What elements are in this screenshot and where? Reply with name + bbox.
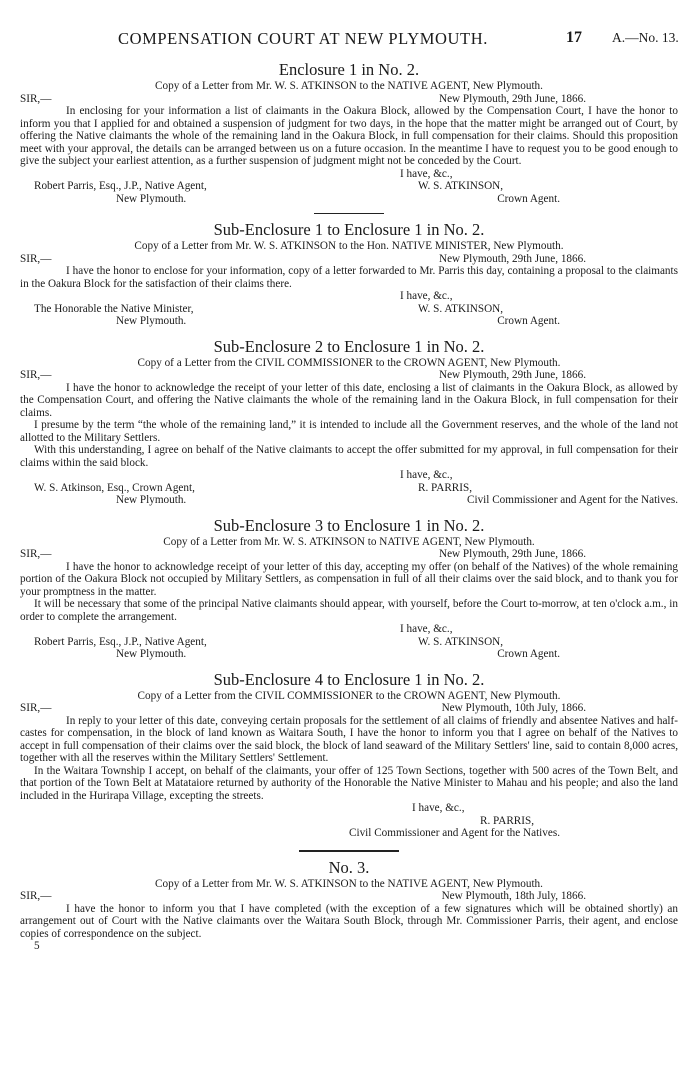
salutation: SIR,— — [20, 252, 52, 265]
letter-paragraph: I have the honor to enclose for your information, copy of a letter forwarded to Mr. Parris this day, containing a proposal to the claimants in the Oakura Block for the satisfaction of their claims there. — [20, 265, 678, 290]
closing: I have, &c., — [400, 167, 453, 180]
signer-title: Crown Agent. — [497, 648, 560, 660]
addressee-place: New Plymouth. — [116, 494, 187, 506]
addressee: The Honorable the Native Minister, — [34, 302, 194, 315]
signer-name: R. PARRIS, — [480, 814, 534, 827]
letter-paragraph: It will be necessary that some of the principal Native claimants should appear, with yourself, before the Court to-morrow, at ten o'clock a.m., in order to complete the arrangement. — [20, 598, 678, 623]
addressee: Robert Parris, Esq., J.P., Native Agent, — [34, 635, 207, 648]
signer-name: W. S. ATKINSON, — [418, 635, 504, 648]
letter-paragraph: I presume by the term “the whole of the remaining land,” it is intended to include all the Government reserves, and the whole of the land not allotted to the Military Settlers. — [20, 419, 678, 444]
addressee-place: New Plymouth. — [116, 648, 187, 660]
place-date: New Plymouth, 29th June, 1866. — [439, 548, 586, 560]
place-date: New Plymouth, 29th June, 1866. — [439, 369, 586, 381]
signer-title: Civil Commissioner and Agent for the Natives. — [467, 494, 678, 506]
signer-name: W. S. ATKINSON, — [418, 180, 504, 192]
addressee-place: New Plymouth. — [116, 192, 187, 205]
signer-title: Crown Agent. — [497, 192, 560, 205]
enclosure-1 — [20, 60, 678, 205]
running-title: COMPENSATION COURT AT NEW PLYMOUTH. — [118, 29, 488, 48]
copy-line: Copy of a Letter from Mr. W. S. ATKINSON to the NATIVE AGENT, New Plymouth. — [155, 80, 543, 92]
addressee: W. S. Atkinson, Esq., Crown Agent, — [34, 481, 195, 494]
closing: I have, &c., — [400, 623, 453, 635]
signer-title: Crown Agent. — [497, 315, 560, 327]
closing: I have, &c., — [412, 802, 465, 814]
letter-paragraph: In the Waitara Township I accept, on behalf of the claimants, your offer of 125 Town Sections, together with 500 acres of the Town Belt, and that portion of the Town Belt at Matataiore returned by authority of the Honorable the Native Minister to Mahau and his people; and also the land included in the Hurirapa Village, excepting the streets. — [20, 764, 678, 802]
section-divider — [314, 213, 384, 214]
salutation: SIR,— — [20, 890, 52, 902]
section-title: Sub-Enclosure 3 to Enclosure 1 in No. 2. — [213, 515, 485, 535]
closing: I have, &c., — [400, 290, 453, 302]
letter-paragraph: I have the honor to acknowledge receipt of your letter of this day, accepting my offer (on behalf of the Natives) of the whole remaining portion of the Oakura Block not occupied by Military Settlers, as compensation in full of all their claims over the said block, and to thank you for your promptness in the matter. — [20, 560, 678, 598]
sub-enclosure-3 — [20, 516, 678, 661]
copy-line: Copy of a Letter from the CIVIL COMMISSIONER to the CROWN AGENT, New Plymouth. — [137, 689, 561, 702]
signer-title: Civil Commissioner and Agent for the Natives. — [349, 827, 560, 839]
letter-paragraph: In enclosing for your information a list of claimants in the Oakura Block, allowed by the Compensation Court, I have the honor to inform you that I applied for and obtained a suspension of judgment for two days, in the hope that the matter might be arranged out of Court, by offering the Native claimants the whole of the remaining land in the Oakura Block, in full compensation for their claims. Should this proposition meet with your approval, the details can be arranged between us on a future occasion. In the meantime I have to request you to be good enough to give the subject your earliest attention, as a further suspension of judgment might not be conceded by the Court. — [20, 105, 678, 167]
copy-line: Copy of a Letter from Mr. W. S. ATKINSON to the Hon. NATIVE MINISTER, New Plymouth. — [134, 240, 564, 252]
letter-paragraph: In reply to your letter of this date, conveying certain proposals for the settlement of all claims of friendly and absentee Natives and half-castes for compensation, in the block of land known as Waitara South, I have the honor to inform you that I agree on behalf of the Natives to accept in full compensation of their claims over the said block, the block of land seaward of the Military Settlers' line, said to contain 8,000 acres, together with all the reserves within the Military Settlers' Settlement. — [20, 714, 678, 764]
document-body — [20, 60, 678, 953]
letter-no-3 — [20, 858, 678, 953]
place-date: New Plymouth, 10th July, 1866. — [441, 702, 586, 714]
section-title: No. 3. — [328, 857, 370, 877]
section-title: Enclosure 1 in No. 2. — [278, 60, 420, 79]
section-divider — [299, 850, 399, 852]
section-title: Sub-Enclosure 2 to Enclosure 1 in No. 2. — [213, 336, 485, 356]
signer-name: R. PARRIS, — [418, 481, 472, 494]
section-title: Sub-Enclosure 4 to Enclosure 1 in No. 2. — [213, 669, 485, 689]
copy-line: Copy of a Letter from the CIVIL COMMISSIONER to the CROWN AGENT, New Plymouth. — [137, 356, 561, 369]
sheet-number: 5 — [34, 940, 40, 952]
page-number: 17 — [566, 29, 582, 46]
place-date: New Plymouth, 18th July, 1866. — [441, 890, 586, 902]
document-reference: A.—No. 13. — [612, 30, 679, 45]
place-date: New Plymouth, 29th June, 1866. — [439, 252, 586, 265]
copy-line: Copy of a Letter from Mr. W. S. ATKINSON to NATIVE AGENT, New Plymouth. — [163, 535, 535, 548]
sub-enclosure-1 — [20, 220, 678, 328]
letter-paragraph: I have the honor to inform you that I have completed (with the exception of a few signatures which will be obtained shortly) an arrangement out of Court with the Native claimants over the Waitara South Block, through Mr. Commissioner Parris, their agent, and enclose copies of correspondence on the subject. — [20, 902, 678, 940]
salutation: SIR,— — [20, 369, 52, 381]
letter-paragraph: With this understanding, I agree on behalf of the Native claimants to accept the offer submitted for my approval, in full compensation for their claims within the said block. — [20, 444, 678, 469]
letter-paragraph: I have the honor to acknowledge the receipt of your letter of this date, enclosing a list of claimants in the Oakura Block, as allowed by the Compensation Court, and offering the Native claimants the whole of the remaining land in the Oakura Block, in full compensation for their claims. — [20, 381, 678, 419]
signer-name: W. S. ATKINSON, — [418, 302, 504, 315]
sub-enclosure-4 — [20, 670, 678, 840]
copy-line: Copy of a Letter from Mr. W. S. ATKINSON to the NATIVE AGENT, New Plymouth. — [155, 877, 543, 890]
salutation: SIR,— — [20, 92, 52, 105]
place-date: New Plymouth, 29th June, 1866. — [439, 92, 586, 105]
section-title: Sub-Enclosure 1 to Enclosure 1 in No. 2. — [213, 220, 485, 239]
salutation: SIR,— — [20, 548, 52, 560]
addressee-place: New Plymouth. — [116, 315, 187, 327]
sub-enclosure-2 — [20, 337, 678, 507]
closing: I have, &c., — [400, 469, 453, 481]
page-header — [0, 29, 700, 49]
addressee: Robert Parris, Esq., J.P., Native Agent, — [34, 180, 207, 192]
salutation: SIR,— — [20, 702, 52, 714]
